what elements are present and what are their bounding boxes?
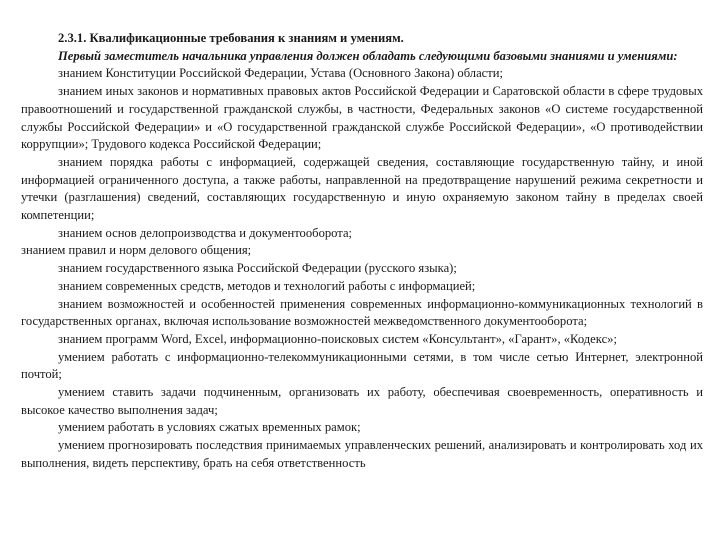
requirement-paragraph: знанием порядка работы с информацией, содержащей сведения, составляющие государственную тайну, и иной информацией ограниченного доступа, а также работы, направленной на предотвращение нарушений режима секретности и утечки (разглашения) сведений, составляющих государственную и иную охраняемую законом тайну в пределах своей компетенции; [21,154,703,223]
requirement-paragraph: знанием Конституции Российской Федерации, Устава (Основного Закона) области; [58,66,504,81]
requirement-paragraph: знанием правил и норм делового общения; [21,243,252,258]
requirement-paragraph: умением ставить задачи подчиненным, организовать их работу, обеспечивая своевременность, оперативность и высокое качество выполнения задач; [21,385,703,417]
requirement-paragraph: знанием иных законов и нормативных правовых актов Российской Федерации и Саратовской области в сфере трудовых правоотношений и государственной гражданской службы, в частности, Федеральных законов «О системе государственной службы Российской Федерации» и «О государственной гражданской службе Российской Федерации», «О противодействии коррупции»; Трудового кодекса Российской Федерации; [21,84,703,152]
requirement-paragraph: знанием государственного языка Российской Федерации (русского языка); [58,261,457,276]
requirement-paragraph: умением работать в условиях сжатых временных рамок; [58,420,361,435]
requirement-paragraph: умением прогнозировать последствия принимаемых управленческих решений, анализировать и контролировать ход их выполнения, видеть перспективу, брать на себя ответственность [21,438,703,470]
requirement-paragraph: знанием современных средств, методов и технологий работы с информацией; [58,278,476,293]
requirement-paragraph: знанием программ Word, Excel, информационно-поисковых систем «Консультант», «Гарант», «Кодекс»; [58,331,617,346]
requirement-paragraph: знанием возможностей и особенностей применения современных информационно-коммуникационных технологий в государственных органах, включая использование возможностей межведомственного документооборота; [21,296,703,329]
document-body [21,30,703,473]
section-heading: 2.3.1. Квалификационные требования к знаниям и умениям. [58,31,404,45]
requirement-paragraph: знанием основ делопроизводства и документооборота; [58,225,353,240]
requirement-paragraph: умением работать с информационно-телекоммуникационными сетями, в том числе сетью Интернет, электронной почтой; [21,349,703,382]
intro-paragraph: Первый заместитель начальника управления должен обладать следующими базовыми знаниями и умениями: [58,48,678,63]
